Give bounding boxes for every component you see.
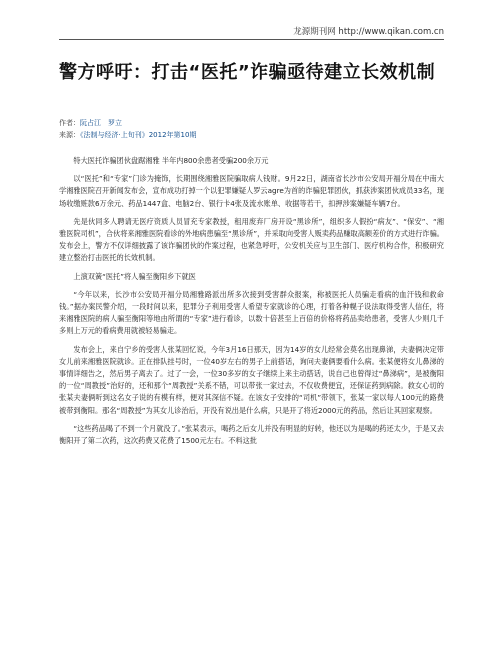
subheading-paragraph: 上演双簧“医托”将人骗至衡阳乡下就医 <box>73 271 196 281</box>
body-paragraph: 先是伙同多人聘请无医疗资质人员冒充专家教授，租用废弃厂房开设“黑诊所”，组织多人假扮“病友”、“保安”、“湘雅医院司机”，合伙将来湘雅医院看诊的外地病患骗至“黑诊所”，并采取向受害人贩卖药品赚取高额差价的方式进行诈骗。发布会上，警方不仅详细披露了该诈骗团伙的作案过程，也紧急呼吁，公安机关应与卫生部门、医疗机构合作，积极研究建立整治打击医托的长效机制。 <box>59 216 444 263</box>
author-names[interactable]: 阮占江 罗立 <box>80 119 122 127</box>
body-paragraph: 发布会上，来自宁乡的受害人张某回忆说，今年3月16日那天，因为14岁的女儿经常会莫名出现鼻涕，夫妻俩决定带女儿前来湘雅医院就诊。正在排队挂号时，一位40岁左右的男子上前搭话，询问夫妻俩要看什么病。张某便将女儿鼻涕的事情详细告之，然后男子离去了。过了一会，一位30多岁的女子继续上来主动搭话，说自己也曾得过“鼻涕病”，是被衡阳的一位“周教授”治好的，还和那个“周教授”关系不错，可以带张一家过去，不仅收费便宜，还保证药到病除。救女心切的张某夫妻俩听到这名女子说的有模有样，便对其深信不疑。在该女子安排的“司机”带领下，张某一家以每人100元的路费被带到衡阳。那名“周教授”为其女儿诊治后，开没有说出是什么病，只是开了将近2000元的药品，然后让其回家观察。 <box>59 344 444 415</box>
subheading-paragraph: 特大医托诈骗团伙盘踞湘雅 半年内800余患者受骗200余万元 <box>73 156 269 165</box>
body-paragraph: “这些药品喝了不到一个月就没了。”张某表示，喝药之后女儿并没有明显的好转，他还以为是喝的药还太少，于是又去衡阳开了第二次药，这次药费又花费了1500元左右。不料这批 <box>59 423 444 446</box>
body-paragraph: “今年以来，长沙市公安局开福分局湘雅路派出所多次接到受害群众报案，称被医托人员骗走看病的血汗钱和救命钱。”据办案民警介绍，一段时间以来，犯罪分子利用受害人希望专家就诊的心理，打着各种幌子设法取得受害人信任，将来湘雅医院的病人骗至衡阳等地由所谓的“专家”进行看诊，以数十倍甚至上百倍的价格将药品卖给患者，受害人少则几千多则上万元的看病费用就被轻易骗走。 <box>59 289 444 336</box>
body-paragraph: 以“医托”和“专家”门诊为掩饰，长期围绕湘雅医院骗取病人钱财。9月22日，湖南省长沙市公安局开福分局在中南大学湘雅医院召开新闻发布会，宣布成功打掉一个以犯罪嫌疑人罗云agre为首的诈骗犯罪团伙，抓获涉案团伙成员33名，现场收缴赃款6万余元、药品1447盒、电脑2台、银行卡4张及流水账单、收据等若干，扣押涉案嫌疑车辆7台。 <box>59 174 444 208</box>
source-link[interactable]: 《法制与经济·上旬刊》2012年第10期 <box>80 131 197 139</box>
site-header[interactable]: 龙源期刊网 http://www.qikan.com.cn <box>293 27 444 37</box>
author-line <box>59 118 444 129</box>
source-line <box>59 130 444 141</box>
author-label: 作者： <box>59 119 80 127</box>
article-body <box>59 155 444 453</box>
header-divider <box>59 39 444 40</box>
article-title: 警方呼吁：打击“医托”诈骗亟待建立长效机制 <box>59 62 436 83</box>
source-label: 来源： <box>59 131 80 139</box>
